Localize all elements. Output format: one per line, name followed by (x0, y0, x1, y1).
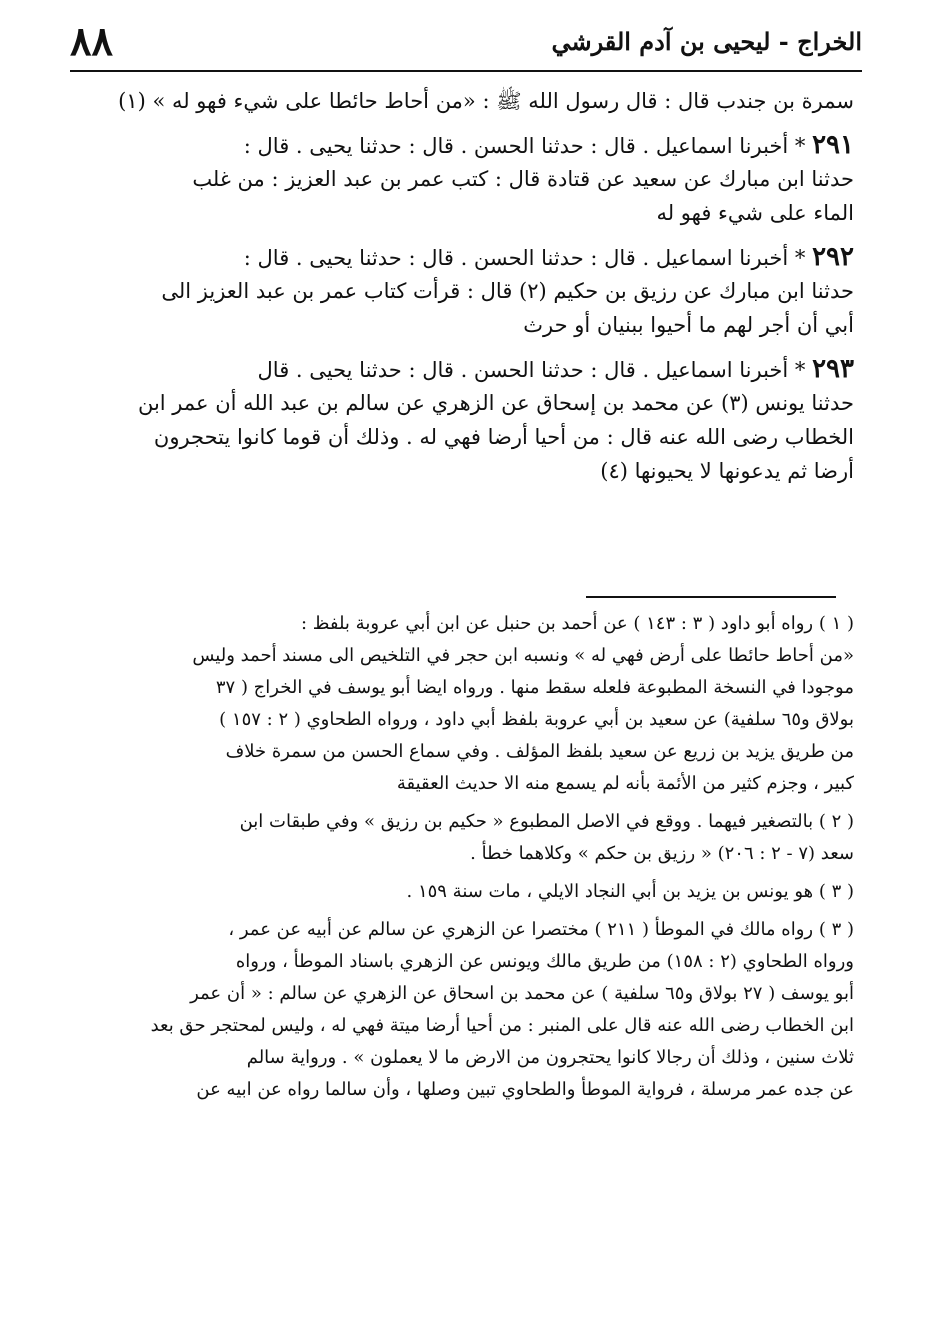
footnote-separator (586, 596, 836, 598)
hadith-number: ٢٩١ (812, 130, 854, 160)
text-line (78, 240, 854, 274)
hadith-293 (78, 352, 854, 488)
hadith-292 (78, 240, 854, 342)
footnote-line: من طريق يزيد بن زريع عن سعيد بلفظ المؤلف . وفي سماع الحسن من سمرة خلاف (225, 741, 854, 762)
text-line: حدثنا يونس (٣) عن محمد بن إسحاق عن الزهري عن سالم بن عبد الله أن عمر ابن (137, 391, 854, 415)
footnote-line: ورواه الطحاوي (٢ : ١٥٨) من طريق مالك ويونس عن الزهري باسناد الموطأ ، ورواه (235, 951, 854, 972)
hadith-text: * أخبرنا اسماعيل . قال : حدثنا الحسن . قال : حدثنا يحيى . قال : (243, 134, 806, 158)
footnote-line: عن جده عمر مرسلة ، فرواية الموطأ والطحاوي تبين وصلها ، وأن سالما رواه عن ابيه عن (196, 1079, 854, 1100)
footnote-line: كبير ، وجزم كثير من الأئمة بأنه لم يسمع منه الا حديث العقيقة (396, 773, 854, 794)
footnote-2 (78, 806, 854, 870)
text-line: حدثنا ابن مبارك عن رزيق بن حكيم (٢) قال : قرأت كتاب عمر بن عبد العزيز الى (161, 279, 854, 303)
footnote-line: ثلاث سنين ، وذلك أن رجالا كانوا يحتجرون من الارض ما لا يعملون » . ورواية سالم (246, 1047, 854, 1068)
footnote-line: ( ٣ ) هو يونس بن يزيد بن أبي النجاد الايلي ، مات سنة ١٥٩ . (406, 881, 854, 902)
text-line: الماء على شيء فهو له (656, 201, 854, 225)
footnote-line: موجودا في النسخة المطبوعة فلعله سقط منها . ورواه ايضا أبو يوسف في الخراج ( ٣٧ (215, 677, 854, 698)
running-title: الخراج - ليحيى بن آدم القرشي (551, 26, 862, 56)
footnote-3 (78, 876, 854, 908)
footnote-line: ( ٢ ) بالتصغير فيهما . ووقع في الاصل المطبوع « حكيم بن رزيق » وفي طبقات ابن (239, 811, 854, 832)
footnote-line: ( ١ ) رواه أبو داود ( ٣ : ١٤٣ ) عن أحمد بن حنبل عن ابن أبي عروبة بلفظ : (301, 613, 854, 634)
hadith-number: ٢٩٣ (812, 354, 854, 384)
footnotes (78, 608, 854, 1112)
text-line: سمرة بن جندب قال : قال رسول الله ﷺ : «من أحاط حائطا على شيء فهو له » (١) (118, 89, 854, 113)
footnote-line: سعد (٧ - ٢ : ٢٠٦) « رزيق بن حكم » وكلاهما خطأ . (470, 843, 854, 864)
footnote-line: ابن الخطاب رضى الله عنه قال على المنبر : من أحيا أرضا ميتة فهي له ، وليس لمحتجر حق بعد (150, 1015, 854, 1036)
hadith-text: * أخبرنا اسماعيل . قال : حدثنا الحسن . قال : حدثنا يحيى . قال : (243, 246, 806, 270)
main-text (78, 84, 854, 498)
text-line (78, 128, 854, 162)
page-header (70, 18, 862, 64)
intro-paragraph (78, 84, 854, 118)
footnote-line: ( ٣ ) رواه مالك في الموطأ ( ٢١١ ) مختصرا عن الزهري عن سالم عن أبيه عن عمر ، (228, 919, 854, 940)
footnote-1 (78, 608, 854, 800)
footnote-4 (78, 914, 854, 1106)
text-line: حدثنا ابن مبارك عن سعيد عن قتادة قال : كتب عمر بن عبد العزيز : من غلب (192, 167, 854, 191)
hadith-number: ٢٩٢ (812, 242, 854, 272)
page-number: ٨٨ (70, 17, 113, 65)
footnote-line: بولاق و٦٥ سلفية) عن سعيد بن أبي عروبة بلفظ أبي داود ، ورواه الطحاوي ( ٢ : ١٥٧ ) (219, 709, 854, 730)
footnote-line: «من أحاط حائطا على أرض فهي له » ونسبه ابن حجر في التلخيص الى مسند أحمد وليس (192, 645, 854, 666)
text-line: الخطاب رضى الله عنه قال : من أحيا أرضا فهي له . وذلك أن قوما كانوا يتحجرون (153, 425, 854, 449)
header-rule (70, 70, 862, 72)
text-line (78, 352, 854, 386)
text-line: أبي أن أجر لهم ما أحيوا ببنيان أو حرث (523, 313, 854, 337)
hadith-291 (78, 128, 854, 230)
text-line: أرضا ثم يدعونها لا يحيونها (٤) (600, 459, 854, 483)
footnote-line: أبو يوسف ( ٢٧ بولاق و٦٥ سلفية ) عن محمد بن اسحاق عن الزهري عن سالم : « أن عمر (190, 983, 854, 1004)
hadith-text: * أخبرنا اسماعيل . قال : حدثنا الحسن . قال : حدثنا يحيى . قال (257, 358, 806, 382)
